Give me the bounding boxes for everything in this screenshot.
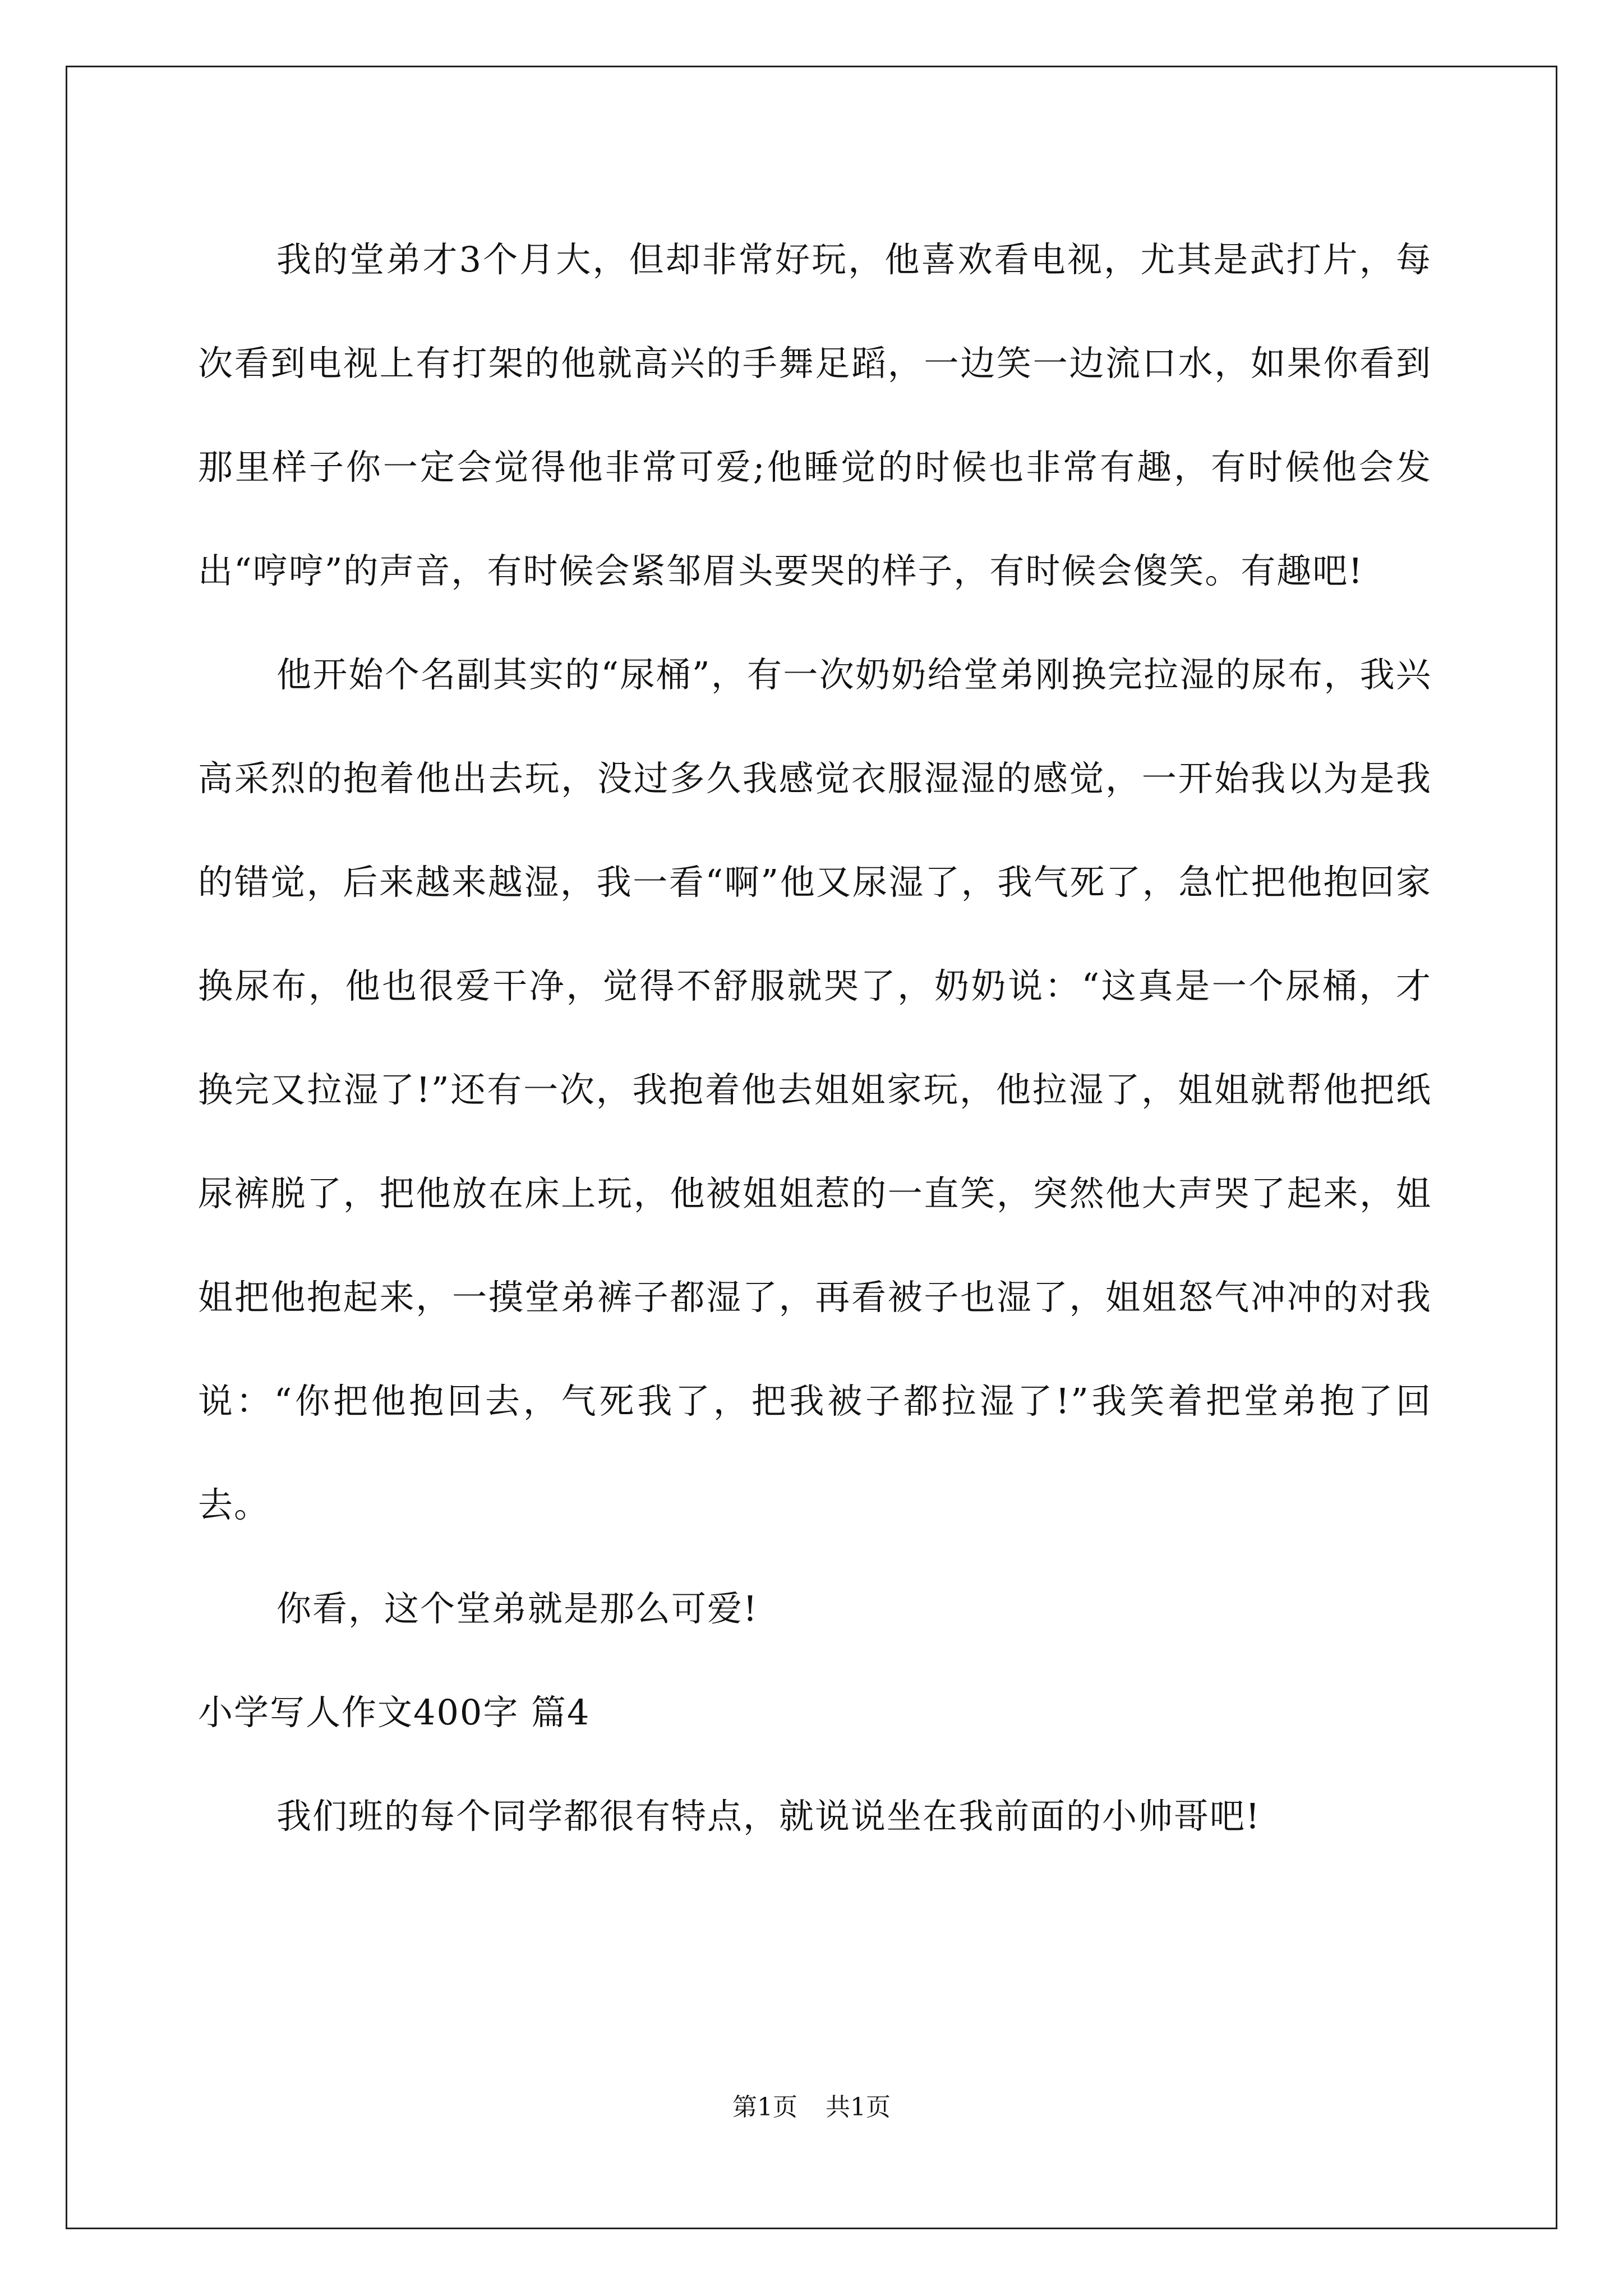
paragraph-diaper-story: 他开始个名副其实的“尿桶”，有一次奶奶给堂弟刚换完拉湿的尿布，我兴高采烈的抱着他出去玩，没过多久我感觉衣服湿湿的感觉，一开始我以为是我的错觉，后来越来越湿，我一看“啊”他又尿湿了，我气死了，急忙把他抱回家换尿布，他也很爱干净，觉得不舒服就哭了，奶奶说：“这真是一个尿桶，才换完又拉湿了!”还有一次，我抱着他去姐姐家玩，他拉湿了，姐姐就帮他把纸尿裤脱了，把他放在床上玩，他被姐姐惹的一直笑，突然他大声哭了起来，姐姐把他抱起来，一摸堂弟裤子都湿了，再看被子也湿了，姐姐怒气冲冲的对我说：“你把他抱回去，气死我了，把我被子都拉湿了!”我笑着把堂弟抱了回去。 <box>198 654 1432 1525</box>
page-number: 第1页 <box>732 2093 797 2122</box>
page-footer <box>0 2087 1623 2123</box>
page-total: 共1页 <box>826 2093 891 2122</box>
paragraph-conclusion: 你看，这个堂弟就是那么可爱! <box>276 1588 758 1629</box>
document-body <box>198 208 1432 1868</box>
paragraph-cousin-intro: 我的堂弟才3个月大，但却非常好玩，他喜欢看电视，尤其是武打片，每次看到电视上有打架的他就高兴的手舞足蹈，一边笑一边流口水，如果你看到那里样子你一定会觉得他非常可爱;他睡觉的时候也非常有趣，有时候他会发出“哼哼”的声音，有时候会紧邹眉头要哭的样子，有时候会傻笑。有趣吧! <box>198 239 1432 591</box>
section-heading: 小学写人作文400字 篇4 <box>198 1692 591 1733</box>
paragraph-next-essay-intro: 我们班的每个同学都很有特点，就说说坐在我前面的小帅哥吧! <box>276 1796 1261 1837</box>
